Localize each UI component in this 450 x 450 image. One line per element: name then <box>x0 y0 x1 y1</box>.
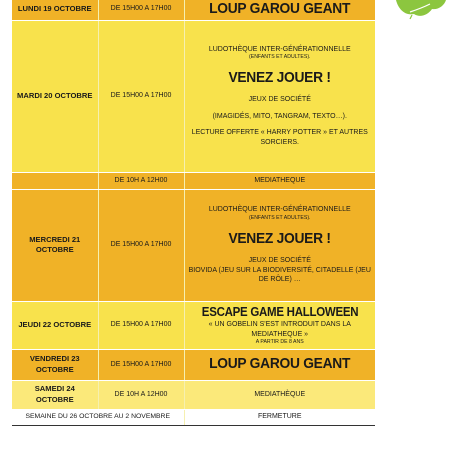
week-cell: SEMAINE DU 26 OCTOBRE AU 2 NOVEMBRE <box>12 409 184 425</box>
day-cell <box>12 172 98 189</box>
table-row <box>12 349 375 380</box>
time-cell: DE 15H00 A 17H00 <box>98 20 184 172</box>
time-cell: DE 15H00 A 17H00 <box>98 0 184 20</box>
day-cell: VENDREDI 23 OCTOBRE <box>12 349 98 380</box>
table-row <box>12 189 375 301</box>
venue-text: LUDOTHÈQUE INTER-GÉNÉRATIONNELLE <box>208 206 351 214</box>
venue-note: (ENFANTS ET ADULTES). <box>249 214 311 221</box>
table-row <box>12 380 375 409</box>
event-cell <box>184 301 375 349</box>
event-cell: FERMETURE <box>184 409 375 425</box>
time-cell: DE 15H00 A 17H00 <box>98 349 184 380</box>
time-cell: DE 15H00 A 17H00 <box>98 301 184 349</box>
event-cell <box>184 189 375 301</box>
venue-text: LUDOTHÈQUE INTER-GÉNÉRATIONNELLE <box>208 45 351 53</box>
day-cell: MARDI 20 OCTOBRE <box>12 20 98 172</box>
day-cell: SAMEDI 24 OCTOBRE <box>12 380 98 409</box>
event-title: LOUP GAROU GEANT <box>209 0 351 17</box>
venue-note: (ENFANTS ET ADULTES). <box>249 54 311 61</box>
event-title: ESCAPE GAME HALLOWEEN <box>201 304 358 319</box>
leaf-icon <box>392 0 450 20</box>
table-row <box>12 20 375 172</box>
event-title: VENEZ JOUER ! <box>228 69 331 87</box>
event-cell: MEDIATHEQUE <box>184 172 375 189</box>
event-cell <box>184 0 375 20</box>
event-line: (IMAGIDÉS, MITO, TANGRAM, TEXTO…). <box>212 112 347 120</box>
table-row <box>12 0 375 20</box>
day-cell: MERCREDI 21 OCTOBRE <box>12 189 98 301</box>
table-row <box>12 409 375 425</box>
event-note: A PARTIR DE 8 ANS <box>255 339 304 346</box>
event-line: LECTURE OFFERTE « HARRY POTTER » ET AUTRES SORCIERS. <box>191 129 368 146</box>
event-cell <box>184 349 375 380</box>
table-row <box>12 172 375 189</box>
schedule-table <box>12 0 375 426</box>
day-cell: JEUDI 22 OCTOBRE <box>12 301 98 349</box>
event-line: « UN GOBELIN S'EST INTRODUIT DANS LA MEDIATHEQUE » <box>208 321 351 338</box>
event-title: LOUP GAROU GEANT <box>209 355 351 373</box>
event-line: BIOVIDA (JEU SUR LA BIODIVERSITÉ, CITADELLE (JEU DE RÔLE) … <box>188 266 371 284</box>
time-cell: DE 10H A 12H00 <box>98 380 184 409</box>
time-cell: DE 15H00 A 17H00 <box>98 189 184 301</box>
day-cell: LUNDI 19 OCTOBRE <box>12 0 98 20</box>
event-cell <box>184 20 375 172</box>
event-line: JEUX DE SOCIÉTÉ <box>248 257 311 265</box>
time-cell: DE 10H A 12H00 <box>98 172 184 189</box>
event-title: VENEZ JOUER ! <box>228 229 331 247</box>
event-line: JEUX DE SOCIÉTÉ <box>248 96 311 104</box>
event-cell: MEDIATHÈQUE <box>184 380 375 409</box>
table-row <box>12 301 375 349</box>
